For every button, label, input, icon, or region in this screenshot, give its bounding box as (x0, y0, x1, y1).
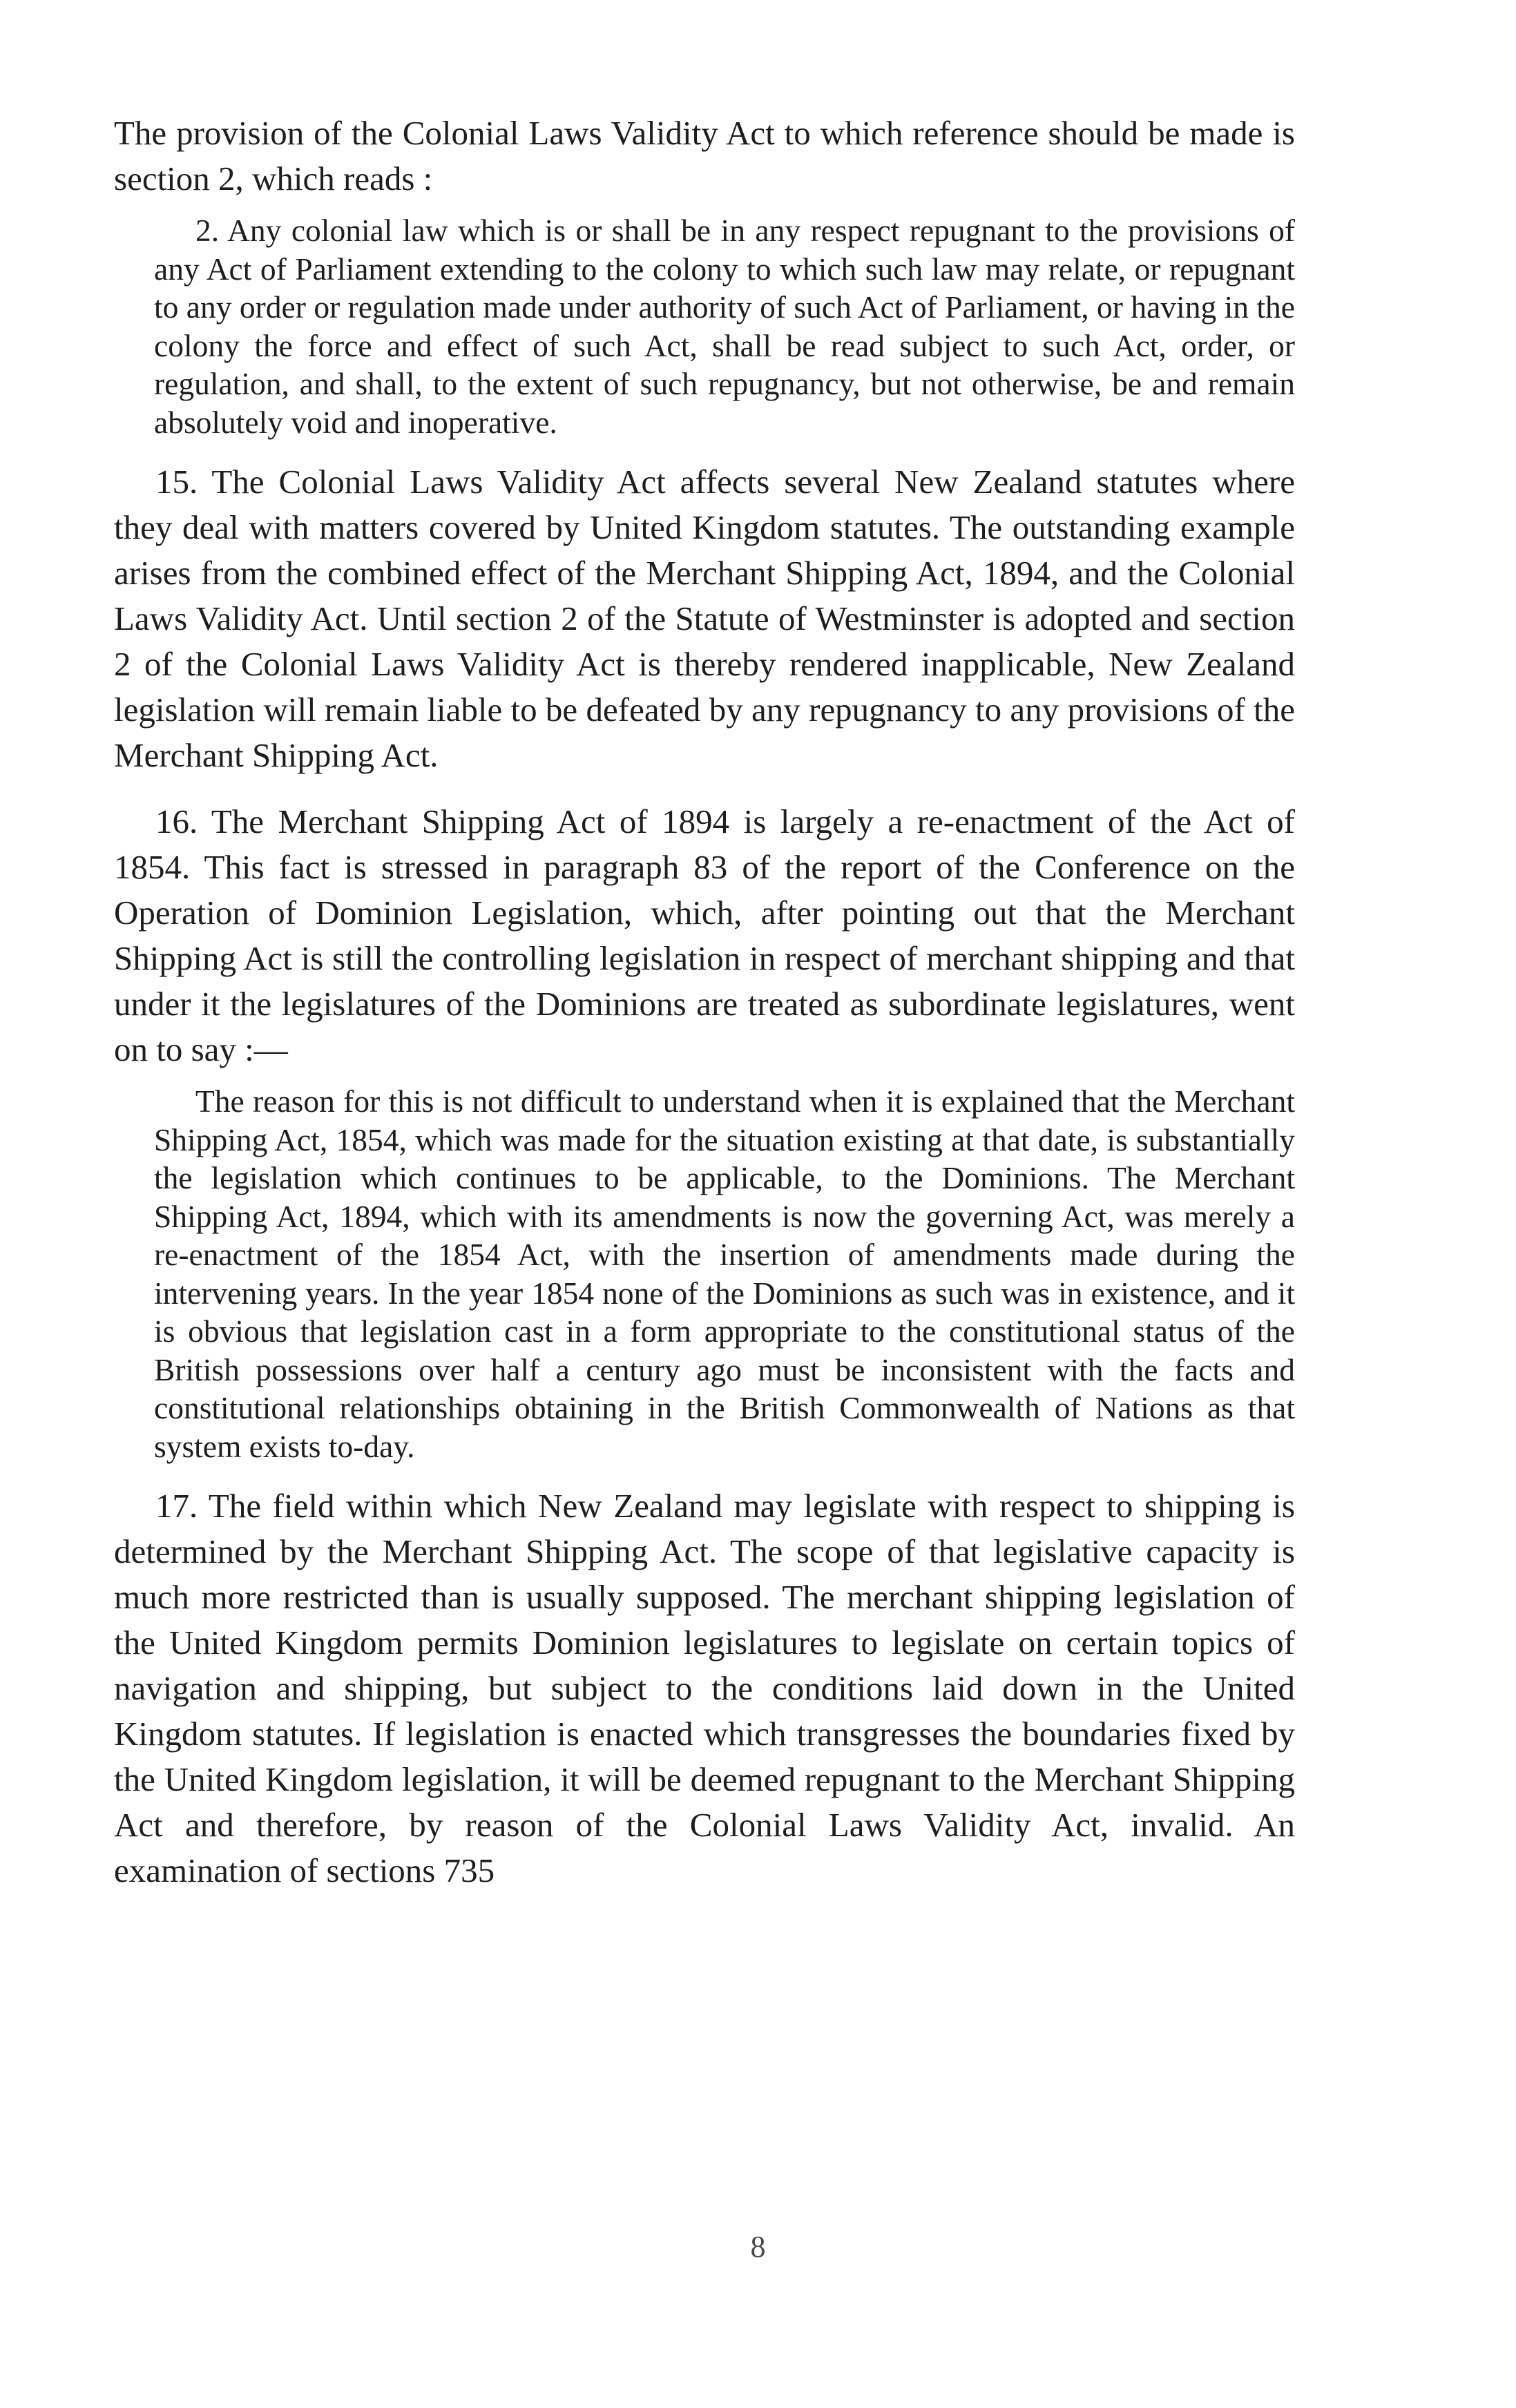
paragraph-15: 15. The Colonial Laws Validity Act affects several New Zealand statutes where they deal with matters covered by United Kingdom statutes. The outstanding example arises from the combined effect of the Merchant Shipping Act, 1894, and the Colonial Laws Validity Act. Until section 2 of the Statute of Westminster is adopted and section 2 of the Colonial Laws Validity Act is thereby rendered inapplicable, New Zealand legislation will remain liable to be defeated by any repugnancy to any provisions of the Merchant Shipping Act. (114, 463, 1295, 774)
intro-paragraph: The provision of the Colonial Laws Validity Act to which reference should be made is section 2, which reads : (114, 114, 1295, 198)
quoted-conference-report: The reason for this is not difficult to understand when it is explained that the Merchant Shipping Act, 1854, which was made for the situation existing at that date, is substantially the legislation which continues to be applicable, to the Dominions. The Merchant Shipping Act, 1894, which with its amendments is now the governing Act, was merely a re-enactment of the 1854 Act, with the insertion of amendments made during the intervening years. In the year 1854 none of the Dominions as such was in existence, and it is obvious that legislation cast in a form appropriate to the constitutional status of the British possessions over half a century ago must be inconsistent with the facts and constitutional relationships obtaining in the British Commonwealth of Nations as that system exists to-day. (154, 1083, 1295, 1464)
paragraph-16: 16. The Merchant Shipping Act of 1894 is largely a re-enactment of the Act of 1854. This fact is stressed in paragraph 83 of the report of the Conference on the Operation of Dominion Legislation, which, after pointing out that the Merchant Shipping Act is still the controlling legislation in respect of merchant shipping and that under it the legislatures of the Dominions are treated as subordinate legislatures, went on to say :— (114, 802, 1295, 1068)
paragraph-17: 17. The field within which New Zealand may legislate with respect to shipping is determined by the Merchant Shipping Act. The scope of that legislative capacity is much more restricted than is usually supposed. The merchant shipping legislation of the United Kingdom permits Dominion legislatures to legislate on certain topics of navigation and shipping, but subject to the conditions laid down in the United Kingdom statutes. If legislation is enacted which transgresses the boundaries fixed by the United Kingdom legislation, it will be deemed repugnant to the Merchant Shipping Act and therefore, by reason of the Colonial Laws Validity Act, invalid. An examination of sections 735 (114, 1487, 1295, 1889)
page-number: 8 (750, 2230, 766, 2264)
quoted-section-2: 2. Any colonial law which is or shall be in any respect repugnant to the provisions of any Act of Parliament extending to the colony to which such law may relate, or repugnant to any order or regulation made under authority of such Act of Parliament, or having in the colony the force and effect of such Act, shall be read subject to such Act, order, or regulation, and shall, to the extent of such repugnancy, but not otherwise, be and remain absolutely void and inoperative. (154, 213, 1295, 440)
page-body (114, 110, 1295, 1910)
